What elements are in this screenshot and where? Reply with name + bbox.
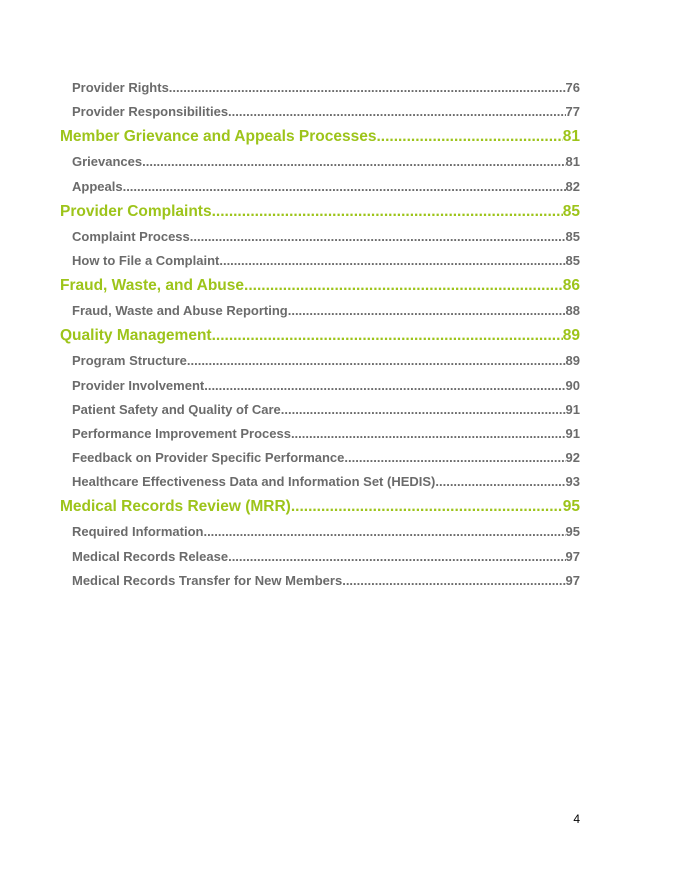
toc-dot-leader xyxy=(376,124,562,150)
toc-section-grievance-appeals[interactable] xyxy=(60,124,580,150)
toc-entry-title: Performance Improvement Process xyxy=(72,425,291,441)
toc-entry-page: 85 xyxy=(565,252,580,268)
toc-dot-leader xyxy=(204,374,565,398)
toc-entry-records-release[interactable] xyxy=(72,545,580,569)
toc-dot-leader xyxy=(212,199,563,225)
toc-entry-page: 91 xyxy=(565,401,580,417)
toc-dot-leader xyxy=(291,494,563,520)
toc-dot-leader xyxy=(342,569,565,593)
toc-dot-leader xyxy=(244,273,563,299)
toc-entry-program-structure[interactable] xyxy=(72,349,580,373)
toc-entry-page: 95 xyxy=(565,524,580,540)
toc-section-medical-records-review[interactable] xyxy=(60,494,580,520)
toc-entry-title: Feedback on Provider Specific Performance xyxy=(72,450,345,466)
toc-dot-leader xyxy=(228,545,565,569)
toc-section-title: Medical Records Review (MRR) xyxy=(60,498,291,516)
toc-entry-title: Required Information xyxy=(72,524,204,540)
toc-entry-provider-rights[interactable] xyxy=(72,76,580,100)
toc-entry-provider-responsibilities[interactable] xyxy=(72,100,580,124)
toc-entry-appeals[interactable] xyxy=(72,175,580,199)
toc-section-page: 86 xyxy=(562,277,580,295)
toc-entry-title: Patient Safety and Quality of Care xyxy=(72,401,281,417)
toc-entry-file-complaint[interactable] xyxy=(72,249,580,273)
toc-entry-page: 97 xyxy=(565,548,580,564)
toc-entry-title: Program Structure xyxy=(72,353,187,369)
toc-entry-provider-feedback[interactable] xyxy=(72,446,580,470)
toc-entry-grievances[interactable] xyxy=(72,150,580,174)
toc-section-page: 95 xyxy=(562,498,580,516)
toc-dot-leader xyxy=(142,150,565,174)
toc-entry-page: 76 xyxy=(565,80,580,95)
toc-dot-leader xyxy=(228,100,565,124)
toc-entry-title: Fraud, Waste and Abuse Reporting xyxy=(72,303,288,319)
toc-section-provider-complaints[interactable] xyxy=(60,199,580,225)
toc-entry-page: 93 xyxy=(565,474,580,490)
toc-dot-leader xyxy=(435,470,565,494)
toc-entry-title: Medical Records Transfer for New Members xyxy=(72,572,343,588)
toc-dot-leader xyxy=(123,175,566,199)
toc-section-title: Provider Complaints xyxy=(60,202,212,220)
toc-dot-leader xyxy=(212,323,563,349)
toc-entry-page: 81 xyxy=(565,154,580,170)
toc-section-page: 89 xyxy=(562,327,580,345)
toc-entry-title: Complaint Process xyxy=(72,228,190,244)
toc-dot-leader xyxy=(291,422,566,446)
toc-entry-page: 82 xyxy=(565,178,580,194)
toc-entry-performance-improvement[interactable] xyxy=(72,422,580,446)
toc-entry-page: 88 xyxy=(565,303,580,319)
toc-entry-page: 91 xyxy=(565,425,580,441)
toc-entry-records-transfer[interactable] xyxy=(72,569,580,593)
toc-dot-leader xyxy=(288,299,566,323)
toc-section-page: 85 xyxy=(562,202,580,220)
toc-entry-title: Provider Rights xyxy=(72,80,169,95)
toc-dot-leader xyxy=(281,398,566,422)
toc-entry-title: Medical Records Release xyxy=(72,548,229,564)
toc-section-title: Quality Management xyxy=(60,327,212,345)
toc-entry-title: Provider Responsibilities xyxy=(72,104,229,120)
toc-entry-complaint-process[interactable] xyxy=(72,225,580,249)
toc-dot-leader xyxy=(203,520,565,544)
toc-dot-leader xyxy=(190,225,566,249)
toc-entry-page: 89 xyxy=(565,353,580,369)
toc-dot-leader xyxy=(219,249,565,273)
toc-dot-leader xyxy=(169,76,566,100)
toc-entry-page: 85 xyxy=(565,228,580,244)
toc-entry-page: 97 xyxy=(565,572,580,588)
toc-entry-provider-involvement[interactable] xyxy=(72,374,580,398)
toc-dot-leader xyxy=(187,349,566,373)
toc-entry-title: How to File a Complaint xyxy=(72,252,220,268)
toc-entry-patient-safety[interactable] xyxy=(72,398,580,422)
toc-entry-fwa-reporting[interactable] xyxy=(72,299,580,323)
toc-dot-leader xyxy=(344,446,565,470)
toc-entry-page: 77 xyxy=(565,104,580,120)
toc-entry-title: Healthcare Effectiveness Data and Information Set (HEDIS) xyxy=(72,474,436,490)
toc-section-page: 81 xyxy=(562,128,580,146)
toc-section-title: Fraud, Waste, and Abuse xyxy=(60,277,245,295)
toc-entry-page: 92 xyxy=(565,450,580,466)
table-of-contents xyxy=(60,76,580,593)
toc-section-title: Member Grievance and Appeals Processes xyxy=(60,128,377,146)
toc-entry-required-information[interactable] xyxy=(72,520,580,544)
toc-entry-title: Grievances xyxy=(72,154,143,170)
toc-entry-title: Provider Involvement xyxy=(72,377,205,393)
toc-section-fraud-waste-abuse[interactable] xyxy=(60,273,580,299)
toc-entry-page: 90 xyxy=(565,377,580,393)
page-number: 4 xyxy=(573,812,580,826)
toc-entry-title: Appeals xyxy=(72,178,123,194)
toc-entry-hedis[interactable] xyxy=(72,470,580,494)
toc-section-quality-management[interactable] xyxy=(60,323,580,349)
